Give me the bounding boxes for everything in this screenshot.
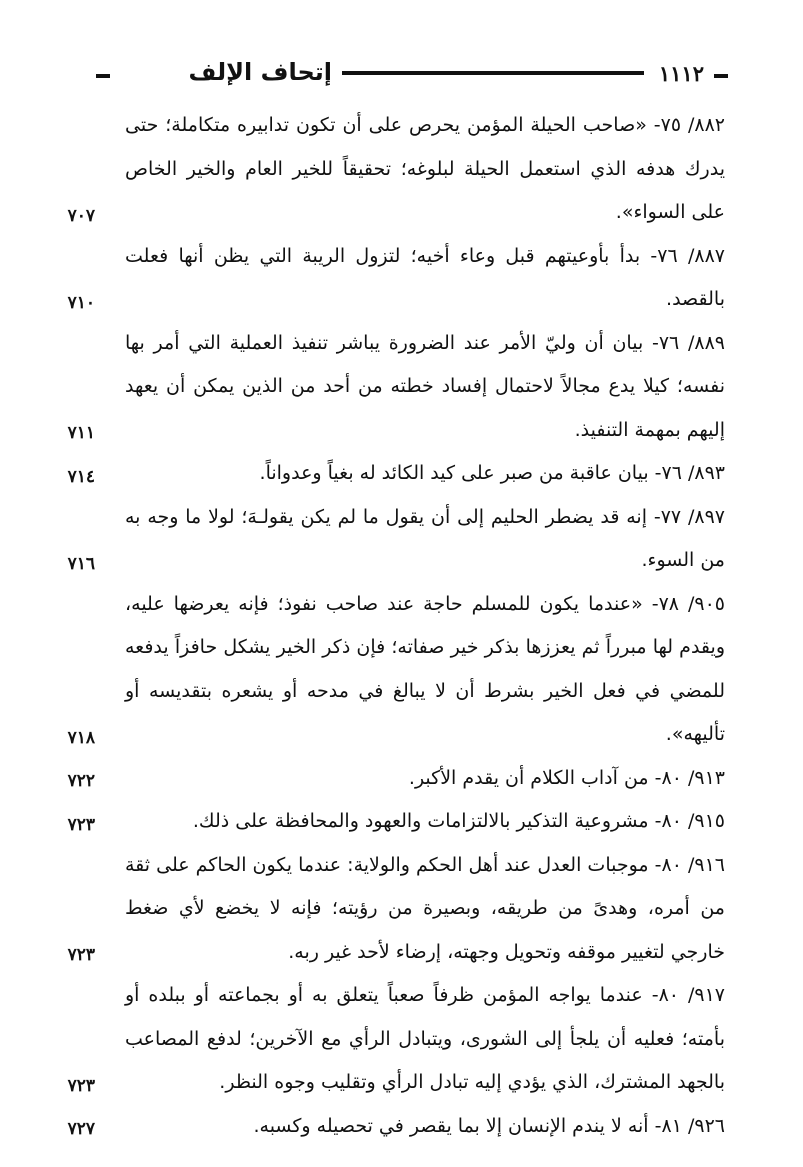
entry-text: ٩١٦/ ٨٠- موجبات العدل عند أهل الحكم والولاية: عندما يكون الحاكم على ثقة من أمره، وهدىً من طريقه، وبصيرة من رؤيته؛ فإنه لا يخضع لأي ضغط خارجي لتغيير موقفه وتحويل وجهته، إرضاء لأحد غير ربه. [125,853,726,963]
entry-page-ref: ٧٠٧ [67,205,95,226]
header-dash-right [714,74,728,78]
entry-text: ٨٩٧/ ٧٧- إنه قد يضطر الحليم إلى أن يقول ما لم يكن يقولـهَ؛ لولا ما وجه به من السوء. [125,505,725,571]
entry-page-ref: ٧٢٧ [67,1119,95,1139]
index-entry [67,583,725,757]
entry-page-ref: ٧٢٣ [67,945,95,965]
entry-page-ref: ٧٢٢ [67,771,95,791]
entry-text: ٩٠٥/ ٧٨- «عندما يكون للمسلم حاجة عند صاحب نفوذ؛ فإنه يعرضها عليه، ويقدم لها مبرراً ثم يعززها بذكر خير صفاته؛ فإن ذكر الخير يشكل حافزاً يدفعه للمضي في فعل الخير بشرط أن لا يبالغ في مدحه أو يشعره بتقديسه أو تأليهه». [125,592,725,745]
index-entry [67,235,725,322]
entry-page-ref: ٧٢٣ [67,814,95,835]
index-entry [67,974,725,1105]
entry-text: ٩٢٦/ ٨١- أنه لا يندم الإنسان إلا بما يقصر في تحصيله وكسبه. [253,1114,725,1137]
entry-page-ref: ٧١٦ [67,553,95,574]
index-entry [67,496,725,583]
entry-text: ٩١٧/ ٨٠- عندما يواجه المؤمن ظرفاً صعباً يتعلق به أو بجماعته أو ببلده أو بأمته؛ فعليه أن يلجأ إلى الشورى، ويتبادل الرأي مع الآخرين؛ لدفع المصاعب بالجهد المشترك، الذي يؤدي إليه تبادل الرأي وتقليب وجوه النظر. [125,984,725,1093]
entry-text: ٨٩٣/ ٧٦- بيان عاقبة من صبر على كيد الكائد له بغياً وعدواناً. [259,462,725,484]
index-entry [67,322,725,453]
index-entry [67,104,725,235]
entry-text: ٨٨٢/ ٧٥- «صاحب الحيلة المؤمن يحرص على أن تكون تدابيره متكاملة؛ حتى يدرك هدفه الذي استعمل الحيلة لبلوغه؛ تحقيقاً للخير العام والخير الخاص على السواء». [125,114,725,223]
entry-page-ref: ٧١٠ [67,292,95,313]
entry-page-ref: ٧١١ [67,423,95,443]
entry-page-ref: ٧٢٣ [67,1075,95,1096]
entry-page-ref: ٧١٤ [67,466,95,487]
page-number: ١١١٢ [658,61,704,86]
header-rule [342,71,644,75]
entry-text: ٨٨٧/ ٧٦- بدأ بأوعيتهم قبل وعاء أخيه؛ لتزول الريبة التي يظن أنها فعلت بالقصد. [125,244,725,310]
index-entry [67,800,725,844]
index-entry [67,757,725,801]
index-list [67,104,726,1148]
page-header [78,50,728,90]
entry-text: ٨٨٩/ ٧٦- بيان أن وليّ الأمر عند الضرورة يباشر تنفيذ العملية التي أمر بها نفسه؛ كيلا يدع مجالاً لاحتمال إفساد خطته من أحد من الذين يمكن أن يعهد إليهم بمهمة التنفيذ. [125,331,725,441]
entry-text: ٩١٥/ ٨٠- مشروعية التذكير بالالتزامات والعهود والمحافظة على ذلك. [192,810,725,832]
running-title: إتحاف الإلف [188,58,332,86]
index-entry [67,844,726,975]
header-dash-left [96,74,110,78]
index-entry [67,452,725,496]
index-entry [67,1105,725,1149]
entry-page-ref: ٧١٨ [67,727,95,748]
entry-text: ٩١٣/ ٨٠- من آداب الكلام أن يقدم الأكبر. [408,766,725,789]
